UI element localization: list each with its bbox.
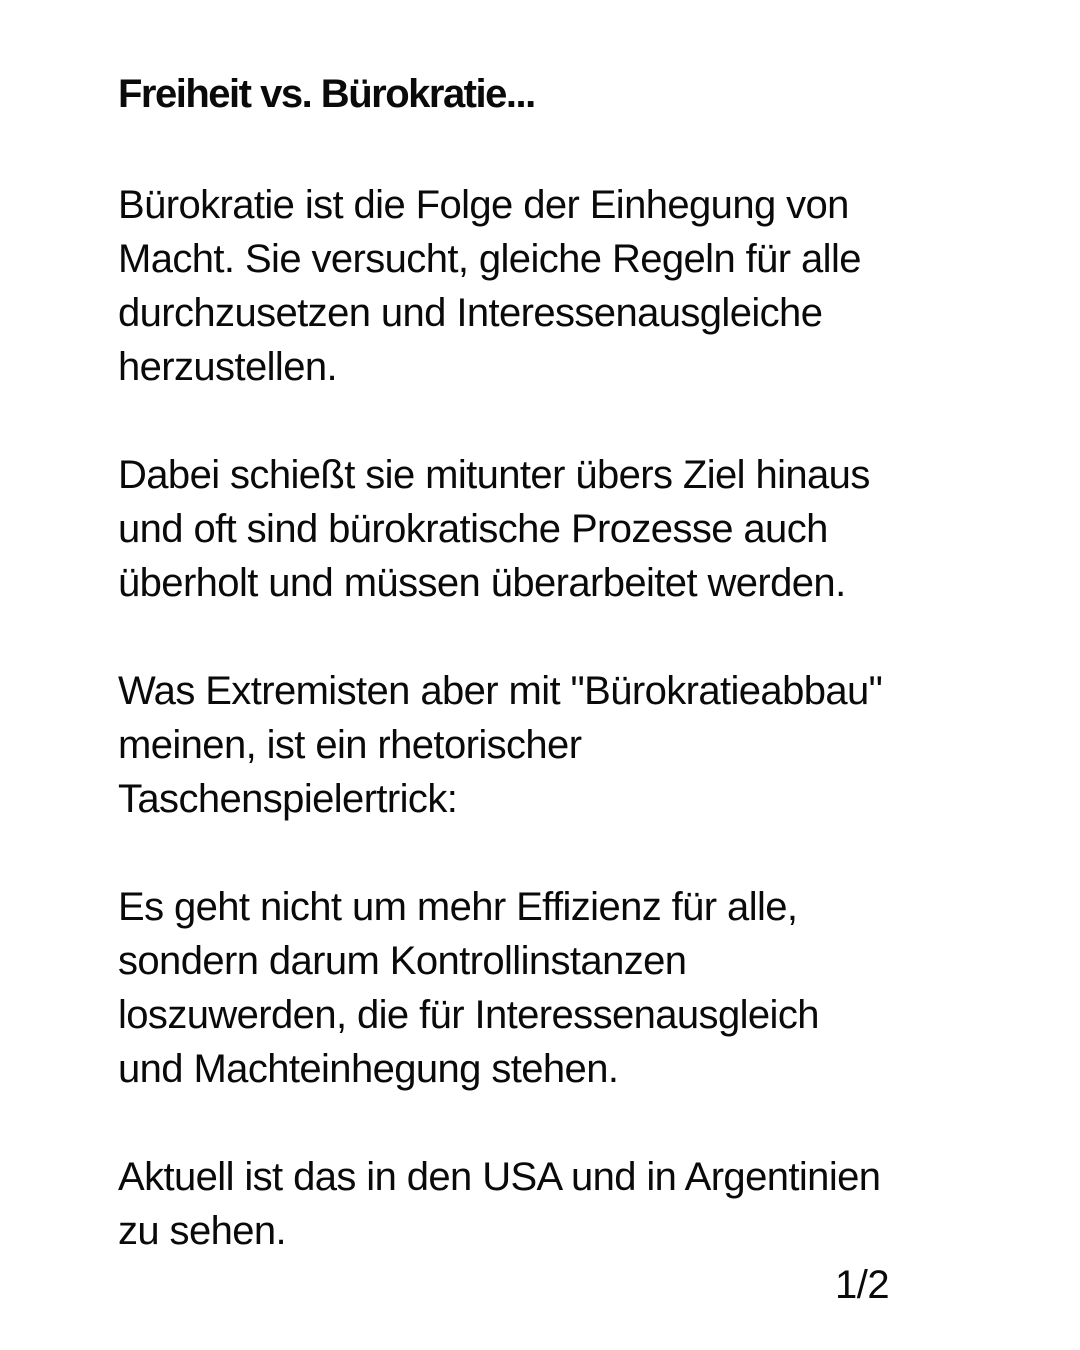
paragraph-1: [118, 178, 998, 394]
paragraph-line: Bürokratie ist die Folge der Einhegung von: [118, 183, 849, 227]
paragraph-line: meinen, ist ein rhetorischer: [118, 723, 582, 767]
paragraph-line: loszuwerden, die für Interessenausgleich: [118, 993, 819, 1037]
paragraph-line: sondern darum Kontrollinstanzen: [118, 939, 687, 983]
page-indicator: 1/2: [835, 1263, 890, 1307]
paragraph-line: zu sehen.: [118, 1209, 287, 1253]
paragraph-5: [118, 1150, 998, 1258]
paragraph-line: überholt und müssen überarbeitet werden.: [118, 561, 846, 605]
paragraph-line: herzustellen.: [118, 345, 337, 389]
post-title: Freiheit vs. Bürokratie...: [118, 72, 535, 116]
paragraph-4: [118, 880, 998, 1096]
paragraph-line: durchzusetzen und Interessenausgleiche: [118, 291, 823, 335]
paragraph-line: Taschenspielertrick:: [118, 777, 458, 821]
paragraph-line: Macht. Sie versucht, gleiche Regeln für alle: [118, 237, 861, 281]
paragraph-line: Dabei schießt sie mitunter übers Ziel hinaus: [118, 453, 870, 497]
paragraph-line: und Machteinhegung stehen.: [118, 1047, 619, 1091]
paragraph-3: [118, 664, 998, 826]
paragraph-2: [118, 448, 998, 610]
paragraph-line: Was Extremisten aber mit "Bürokratieabbau": [118, 669, 883, 713]
paragraph-line: Es geht nicht um mehr Effizienz für alle,: [118, 885, 798, 929]
post-body: [118, 64, 998, 1258]
paragraph-line: Aktuell ist das in den USA und in Argentinien: [118, 1155, 881, 1199]
paragraph-line: und oft sind bürokratische Prozesse auch: [118, 507, 828, 551]
